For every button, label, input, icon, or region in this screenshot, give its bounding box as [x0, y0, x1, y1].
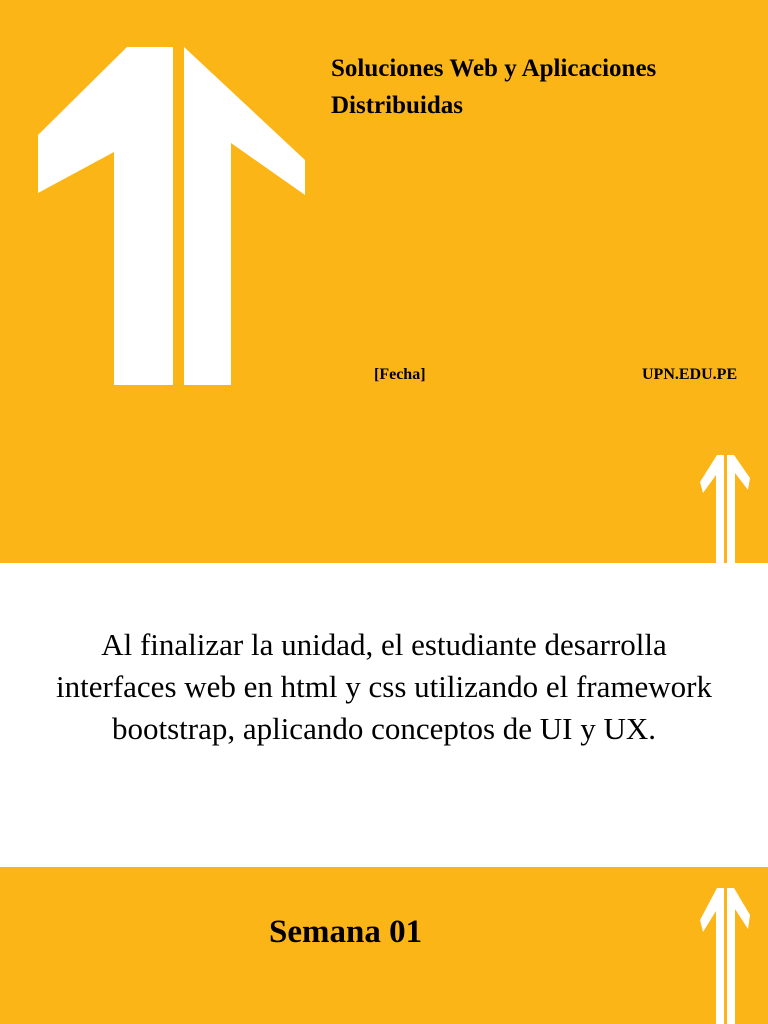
footer-upward-arrows-logo-icon: [700, 888, 750, 1024]
upward-arrows-logo-icon: [37, 45, 305, 385]
date-field: [Fecha]: [374, 366, 426, 383]
unit-objective-text: Al finalizar la unidad, el estudiante desarrolla interfaces web en html y css utilizando el framework bootstrap, aplicando conceptos de UI y UX.: [56, 627, 712, 746]
week-label: Semana 01: [269, 914, 423, 950]
presentation-title: Soluciones Web y Aplicaciones Distribuidas: [331, 55, 657, 119]
website-url: UPN.EDU.PE: [642, 366, 738, 383]
small-upward-arrows-logo-icon: [700, 455, 750, 563]
